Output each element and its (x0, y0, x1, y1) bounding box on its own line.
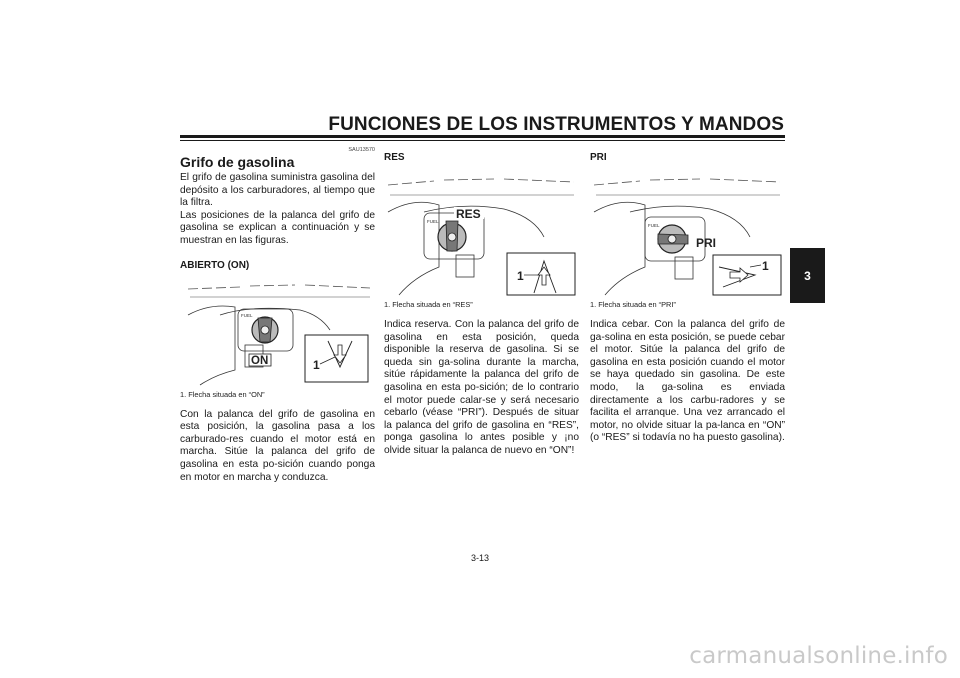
fuel-cock-res-figure (384, 167, 579, 297)
fuel-text-res: FUEL (427, 219, 439, 224)
intro-paragraph: El grifo de gasolina suministra gasolina del depósito a los carburadores, al tiempo que la filtra. (180, 172, 375, 209)
on-caption: 1. Flecha situada en “ON” (180, 389, 265, 399)
pri-caption: 1. Flecha situada en “PRI” (590, 300, 676, 309)
res-heading: RES (384, 152, 405, 163)
on-heading: ABIERTO (ON) (180, 259, 250, 271)
page-header-title: FUNCIONES DE LOS INSTRUMENTOS Y MANDOS (328, 114, 784, 135)
svg-text:PRI: PRI (696, 236, 717, 250)
callout-1-res: 1 (517, 269, 524, 283)
section-code: SAU13570 (348, 147, 375, 153)
on-paragraph: Con la palanca del grifo de gasolina en esta posición, la gasolina pasa a los carburado-res cuando el motor está en marcha. Sitúe la palanca del grifo de gasolina en esta po-sición cuando ponga en motor en marcha y conduzca. (180, 408, 375, 483)
callout-1: 1 (313, 357, 320, 372)
fuel-text-pri: FUEL (648, 223, 660, 228)
res-caption: 1. Flecha situada en “RES” (384, 300, 473, 309)
pri-paragraph: Indica cebar. Con la palanca del grifo de ga-solina en esta posición, se puede cebar el motor. Sitúe la palanca del grifo de gasolina en esta posición cuando el motor se haya quedado sin gasolina. De este modo, la ga-solina es enviada directamente a los carbu-radores y se facilita el arranque. Una vez arrancado el motor, no olvide situar la pa-lanca en “ON” (o “RES” si todavía no ha puesto gasolina). (590, 319, 785, 444)
fuel-cock-on-figure (180, 275, 375, 387)
column-1 (180, 147, 375, 484)
intro-paragraph-2: Las posiciones de la palanca del grifo de gasolina se explican a continuación y se muestran en las figuras. (180, 209, 375, 246)
svg-text:ON: ON (251, 354, 269, 367)
res-position-label (454, 207, 484, 221)
callout-1-pri: 1 (762, 259, 769, 273)
pri-heading: PRI (590, 152, 607, 163)
column-3 (590, 152, 785, 445)
section-title: Grifo de gasolina (180, 154, 295, 170)
on-position-label (249, 354, 271, 367)
pri-position-label (696, 236, 716, 250)
header-rule-thick (180, 135, 785, 138)
chapter-tab[interactable]: 3 (790, 248, 825, 303)
fuel-cock-pri-figure (590, 167, 785, 297)
res-paragraph: Indica reserva. Con la palanca del grifo de gasolina en esta posición, queda disponible la reserva de gasolina. Si se queda sin ga-solina durante la marcha, sitúe rápidamente la palanca del grifo de gasolina en esta po-sición; de lo contrario el motor puede calar-se y será necesario cebarlo (véase “PRI”). Después de situar la palanca del grifo de gasolina en “RES”, ponga gasolina lo antes posible y ¡no olvide situar la palanca de nuevo en “ON”! (384, 319, 579, 456)
column-2 (384, 152, 579, 458)
fuel-text: FUEL (241, 312, 253, 318)
page-number: 3-13 (470, 553, 489, 563)
svg-text:RES: RES (456, 207, 481, 221)
header-rule-thin (180, 140, 785, 141)
watermark: carmanualsonline.info (689, 643, 948, 669)
